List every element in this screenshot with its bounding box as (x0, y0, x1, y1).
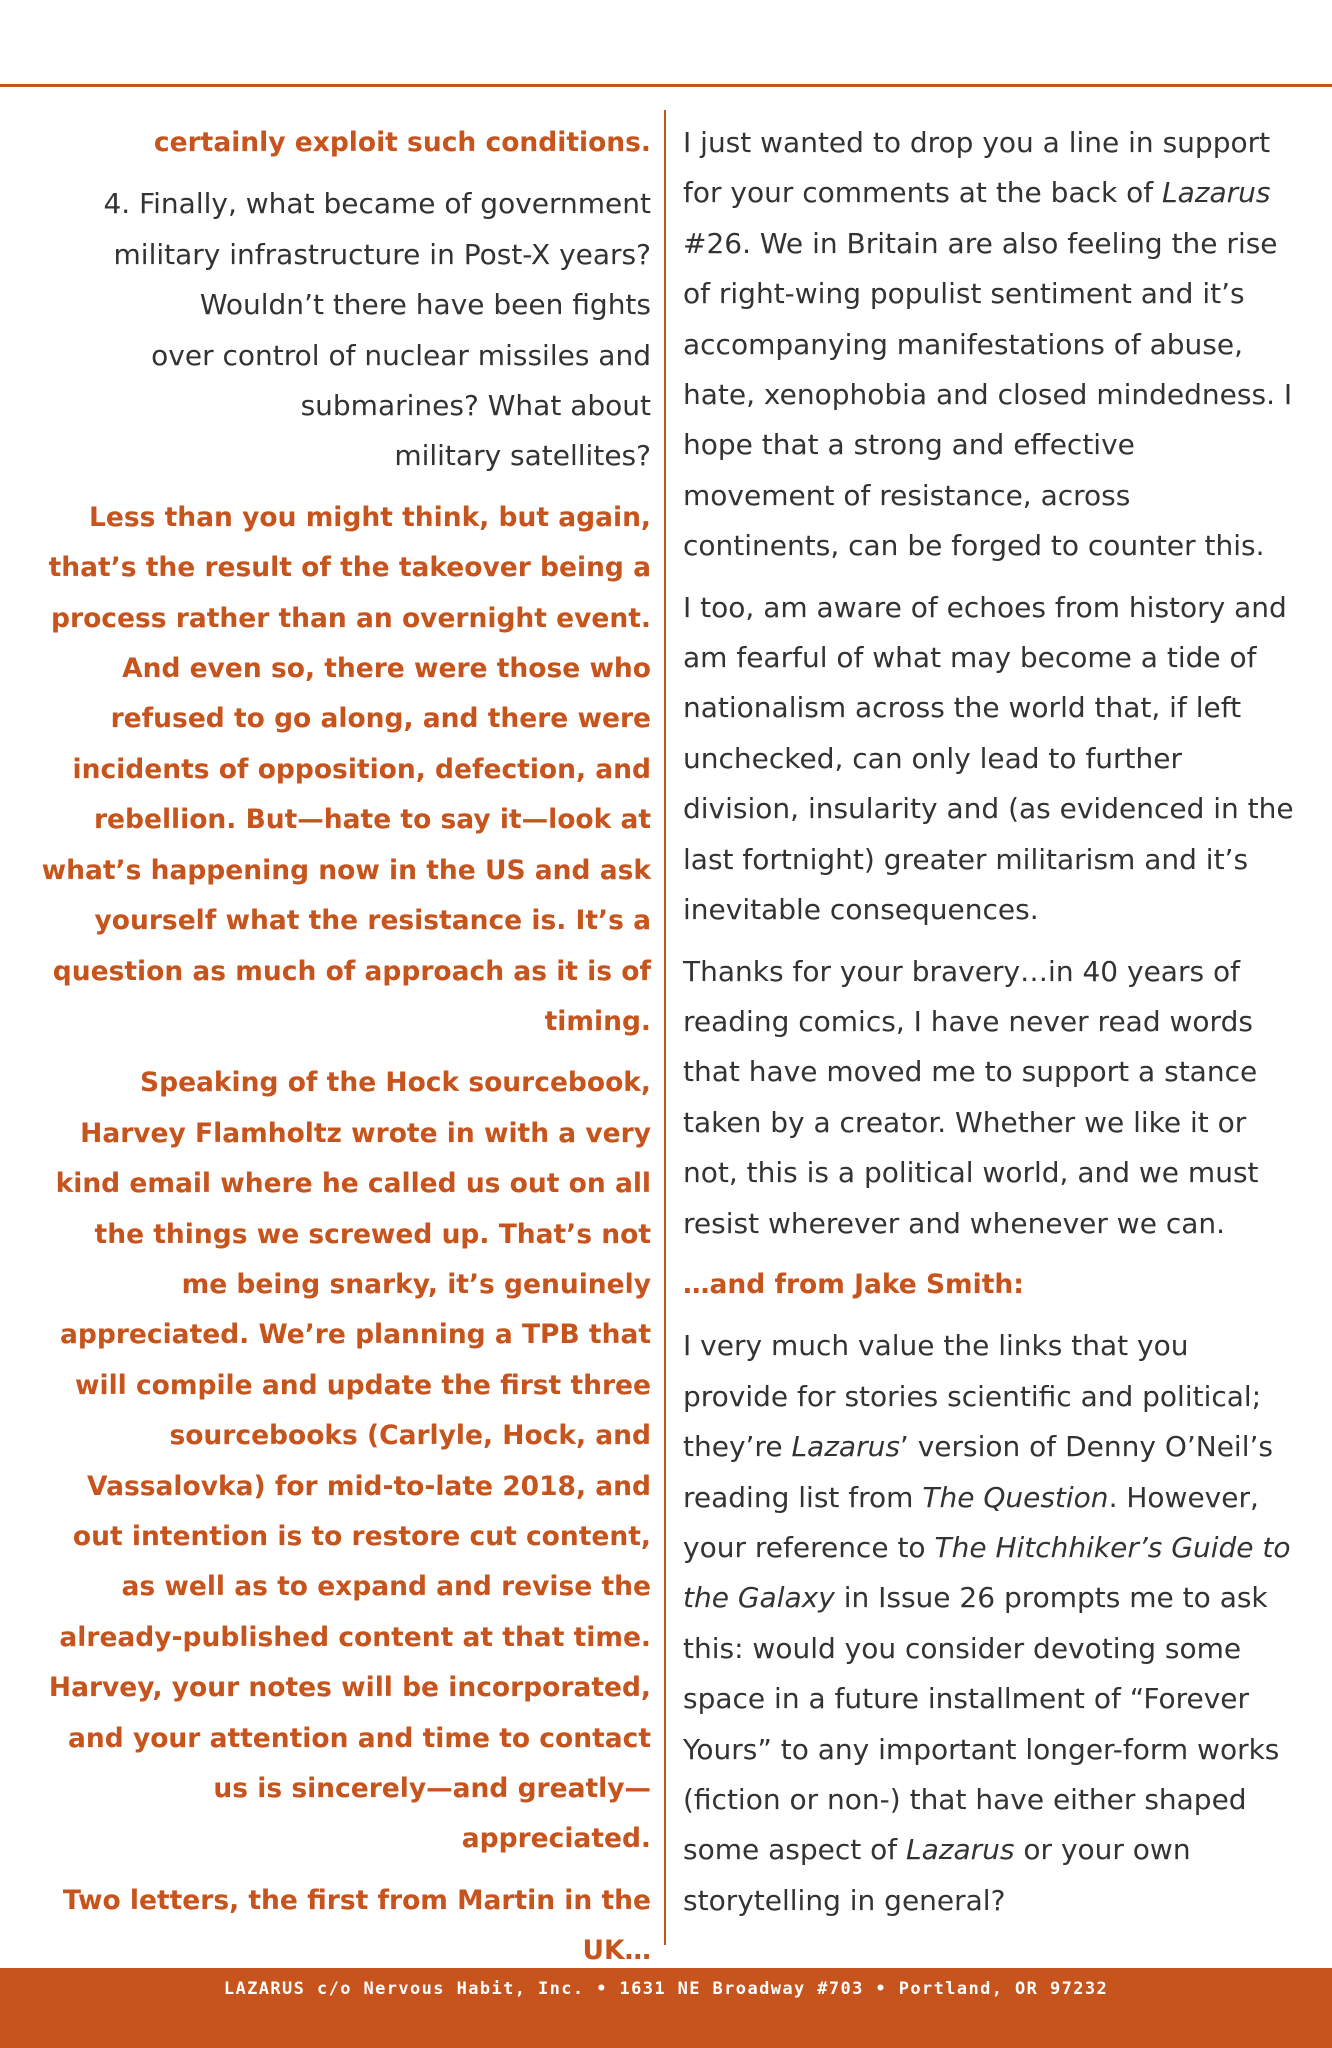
right-column (683, 118, 1295, 1937)
question-line: 4. Finally, what became of government (103, 187, 651, 221)
question-line: submarines? What about (300, 389, 651, 423)
left-column (40, 118, 651, 1988)
editor-reply-military: Less than you might think, but again, that’s the result of the takeover being a process rather than an overnight event. And even so, there were those who refused to go along, and there were incidents of opposition, defection, and rebellion. But—hate to say it—look at what’s happening now in the US and ask yourself what the resistance is. It’s a question as much of approach as it is of timing. (41, 501, 651, 1037)
letter-martin-paragraph-2: I too, am aware of echoes from history and am fearful of what may become a tide of nationalism across the world that, if left unchecked, can only lead to further division, insularity and (as evidenced in the last fortnight) greater militarism and it’s inevitable consequences. (683, 590, 1294, 927)
column-divider (664, 110, 666, 1945)
reader-question-4 (40, 179, 651, 481)
question-line: military satellites? (394, 439, 651, 473)
letter-jake-paragraph (683, 1321, 1295, 1926)
question-line: military infrastructure in Post-X years? (113, 237, 651, 271)
title-italic: The Question (922, 1480, 1109, 1514)
text-run: in Issue 26 prompts me to ask this: would you consider devoting some space in a future installment of “Forever Yours” to any important longer-form works (fiction or non-) that have either shaped some aspect of (683, 1581, 1280, 1867)
letter-jake-heading: …and from Jake Smith: (683, 1268, 1024, 1300)
text-run: #26. We in Britain are also feeling the rise of right-wing populist sentiment and it’s accompanying manifestations of abuse, hate, xenophobia and closed mindedness. I hope that a strong and effective movement of resistance, across continents, can be forged to counter this. (683, 226, 1293, 563)
reply-continuation: certainly exploit such conditions. (153, 127, 651, 158)
editor-intro-letters: Two letters, the first from Martin in the UK… (62, 1884, 651, 1967)
question-line: over control of nuclear missiles and (151, 338, 651, 372)
title-italic: Lazarus (906, 1833, 1015, 1867)
text-run: I just wanted to drop you a line in support for your comments at the back of (683, 126, 1271, 210)
title-italic: The Hitchhiker’s Guide to the Galaxy (683, 1530, 1291, 1615)
title-italic: Lazarus (1162, 176, 1271, 210)
letter-martin-paragraph-1 (683, 118, 1295, 572)
letter-martin-paragraph-3: Thanks for your bravery…in 40 years of reading comics, I have never read words that have moved me to support a stance taken by a creator. Whether we like it or not, this is a political world, and we must resist wherever and whenever we can. (683, 954, 1259, 1240)
text-run: ’ version of Denny O’Neil’s reading list from (683, 1430, 1273, 1514)
question-line: Wouldn’t there have been fights (199, 288, 651, 322)
editor-reply-sourcebook: Speaking of the Hock sourcebook, Harvey Flamholtz wrote in with a very kind email where he called us out on all the things we screwed up. That’s not me being snarky, it’s genuinely appreciated. We’re planning a TPB that will compile and update the first three sourcebooks (Carlyle, Hock, and Vassalovka) for mid-to-late 2018, and out intention is to restore cut content, as well as to expand and revise the already-published content at that time. Harvey, your notes will be incorporated, and your attention and time to contact us is sincerely—and greatly—appreciated. (48, 1067, 651, 1855)
text-run: . However, your reference to (683, 1480, 1259, 1564)
text-run: or your own storytelling in general? (683, 1833, 1191, 1917)
top-rule (0, 84, 1332, 87)
footer-address: LAZARUS c/o Nervous Habit, Inc. • 1631 NE Broadway #703 • Portland, OR 97232 (223, 1979, 1109, 1999)
text-run: I very much value the links that you provide for stories scientific and political; they’re (683, 1329, 1262, 1464)
title-italic: Lazarus (791, 1430, 900, 1464)
